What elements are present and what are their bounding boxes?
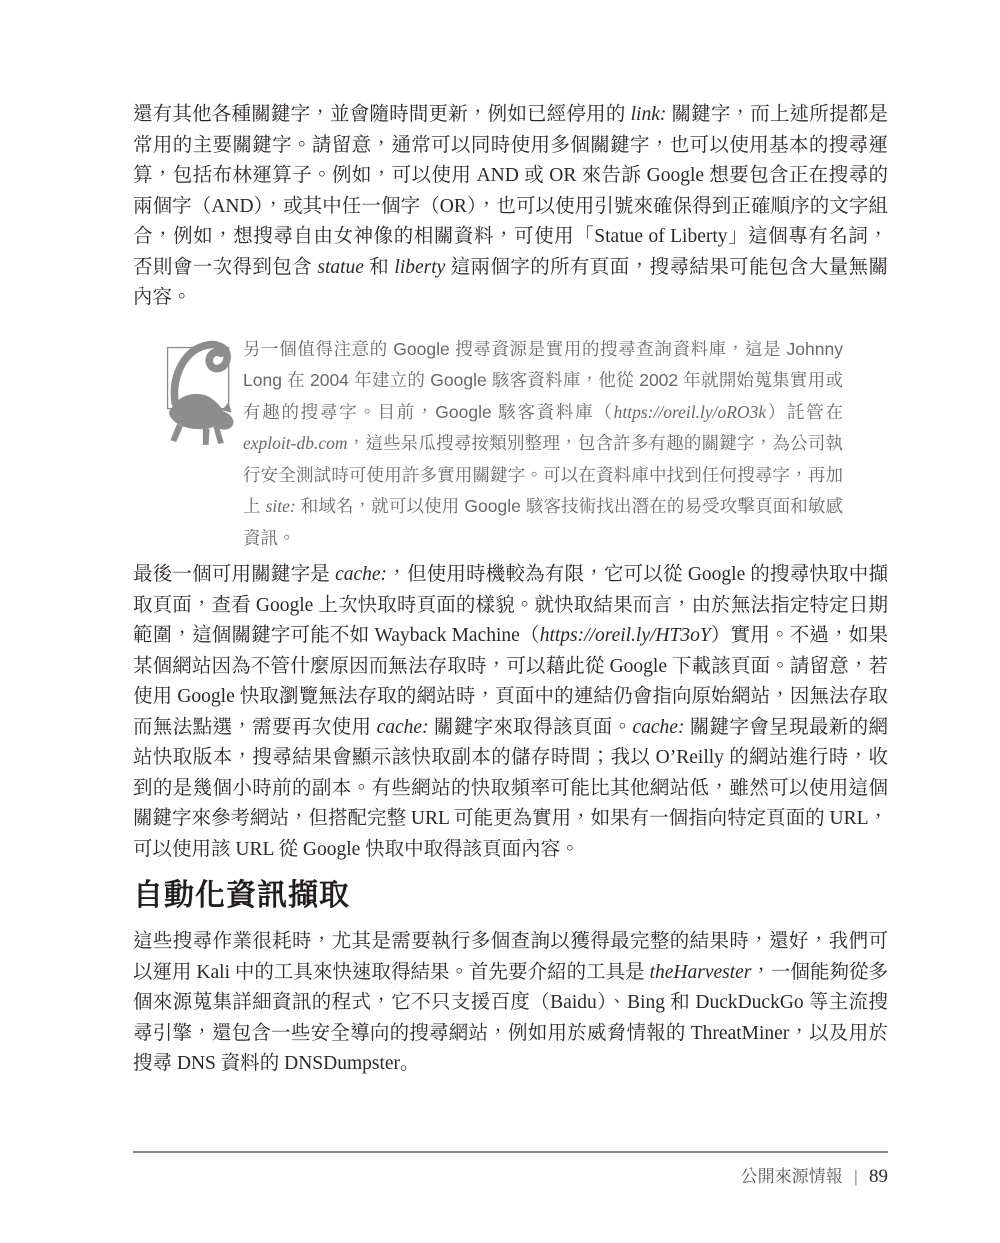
note-box [133,332,888,555]
text-run: ）託管在 [766,401,843,422]
paragraph-google-operators [133,100,888,314]
text-run-italic: https://oreil.ly/oRO3k [613,401,767,422]
paragraph-automation-intro [133,927,888,1080]
footer-separator: | [853,1167,858,1186]
footer-text [133,1162,888,1188]
text-run-italic: statue [317,256,364,278]
text-run: ，但使用時機較為有限，它可以從 Google 的搜尋快取中擷取頁面，查看 Google 上次快取時頁面的樣貌。就快取結果而言，由於無法指定特定日期範圍，這個關鍵字可能不如 Wayback Machine（ [133,564,888,646]
text-run: 這兩個字的所有頁面，搜尋結果可能包含大量無關內容。 [133,256,888,308]
text-run-italic: site: [265,496,296,516]
text-run: 和 [363,256,395,278]
text-run-italic: link: [630,104,667,125]
text-run: ）實用。不過，如果某個網站因為不管什麼原因而無法存取時，可以藉此從 Google 下載該頁面。請留意，若使用 Google 快取瀏覽無法存取的網站時，頁面中的連結仍會指向原始網站，因無法存取而無法點選，需要再次使用 [133,625,888,738]
text-run-italic: https://oreil.ly/HT3oY [539,625,711,646]
text-run: 關鍵字，而上述所提都是常用的主要關鍵字。請留意，通常可以同時使用多個關鍵字，也可以使用基本的搜尋運算，包括布林運算子。例如，可以使用 AND 或 OR 來告訴 Google 想要包含正在搜尋的兩個字（AND），或其中任一個字（OR），也可以使用引號來確保得到正確順序的文字組合，例如，想搜尋自由女神像的相關資料，可使用「Statue of Liberty」這個專有名詞，否則會一次得到包含 [133,104,888,278]
note-text [243,334,843,555]
text-run-italic: cache: [376,716,429,738]
text-run: 最後一個可用關鍵字是 [133,564,336,585]
text-run-italic: exploit-db.com [243,433,348,453]
footer-rule [133,1151,888,1153]
text-run: 還有其他各種關鍵字，並會隨時間更新，例如已經停用的 [133,104,631,125]
text-run-italic: theHarvester [649,961,752,983]
lemur-icon [133,332,243,555]
text-run: 關鍵字會呈現最新的網站快取版本，搜尋結果會顯示該快取副本的儲存時間；我以 O’Reilly 的網站進行時，收到的是幾個小時前的副本。有些網站的快取頻率可能比其他網站低，雖然可以使用這個關鍵字來參考網站，但搭配完整 URL 可能更為實用，如果有一個指向特定頁面的 URL，可以使用該 URL 從 Google 快取中取得該頁面內容。 [133,716,888,860]
text-run: 這些搜尋作業很耗時，尤其是需要執行多個查詢以獲得最完整的結果時，還好，我們可以運用 Kali 中的工具來快速取得結果。首先要介紹的工具是 [133,931,888,983]
text-run-italic: cache: [632,716,685,738]
page-content [133,100,888,1080]
text-run: 關鍵字來取得該頁面。 [428,716,633,738]
chapter-title: 公開來源情報 [740,1167,843,1186]
text-run: ，這些呆瓜搜尋按類別整理，包含許多有趣的關鍵字，為公司執行安全測試時可使用許多實用關鍵字。可以在資料庫中找到任何搜尋字，再加上 [243,433,843,516]
text-run: ，一個能夠從多個來源蒐集詳細資訊的程式，它不只支援百度（Baidu）、Bing 和 DuckDuckGo 等主流搜尋引擎，還包含一些安全導向的搜尋網站，例如用於威脅情報的 ThreatMiner，以及用於搜尋 DNS 資料的 DNSDumpster。 [133,961,888,1074]
text-run: 和域名，就可以使用 Google 駭客技術找出潛在的易受攻擊頁面和敏感資訊。 [243,496,843,548]
text-run: 另一個值得注意的 Google 搜尋資源是實用的搜尋查詢資料庫，這是 Johnny Long 在 2004 年建立的 Google 駭客資料庫，他從 2002 年就開始蒐集實用或有趣的搜尋字。目前，Google 駭客資料庫（ [243,338,843,422]
section-heading: 自動化資訊擷取 [133,879,350,912]
paragraph-cache-keyword [133,560,888,865]
page-footer [133,1151,888,1188]
page-number: 89 [869,1166,888,1187]
text-run-italic: liberty [394,256,446,278]
text-run-italic: cache: [335,564,388,585]
